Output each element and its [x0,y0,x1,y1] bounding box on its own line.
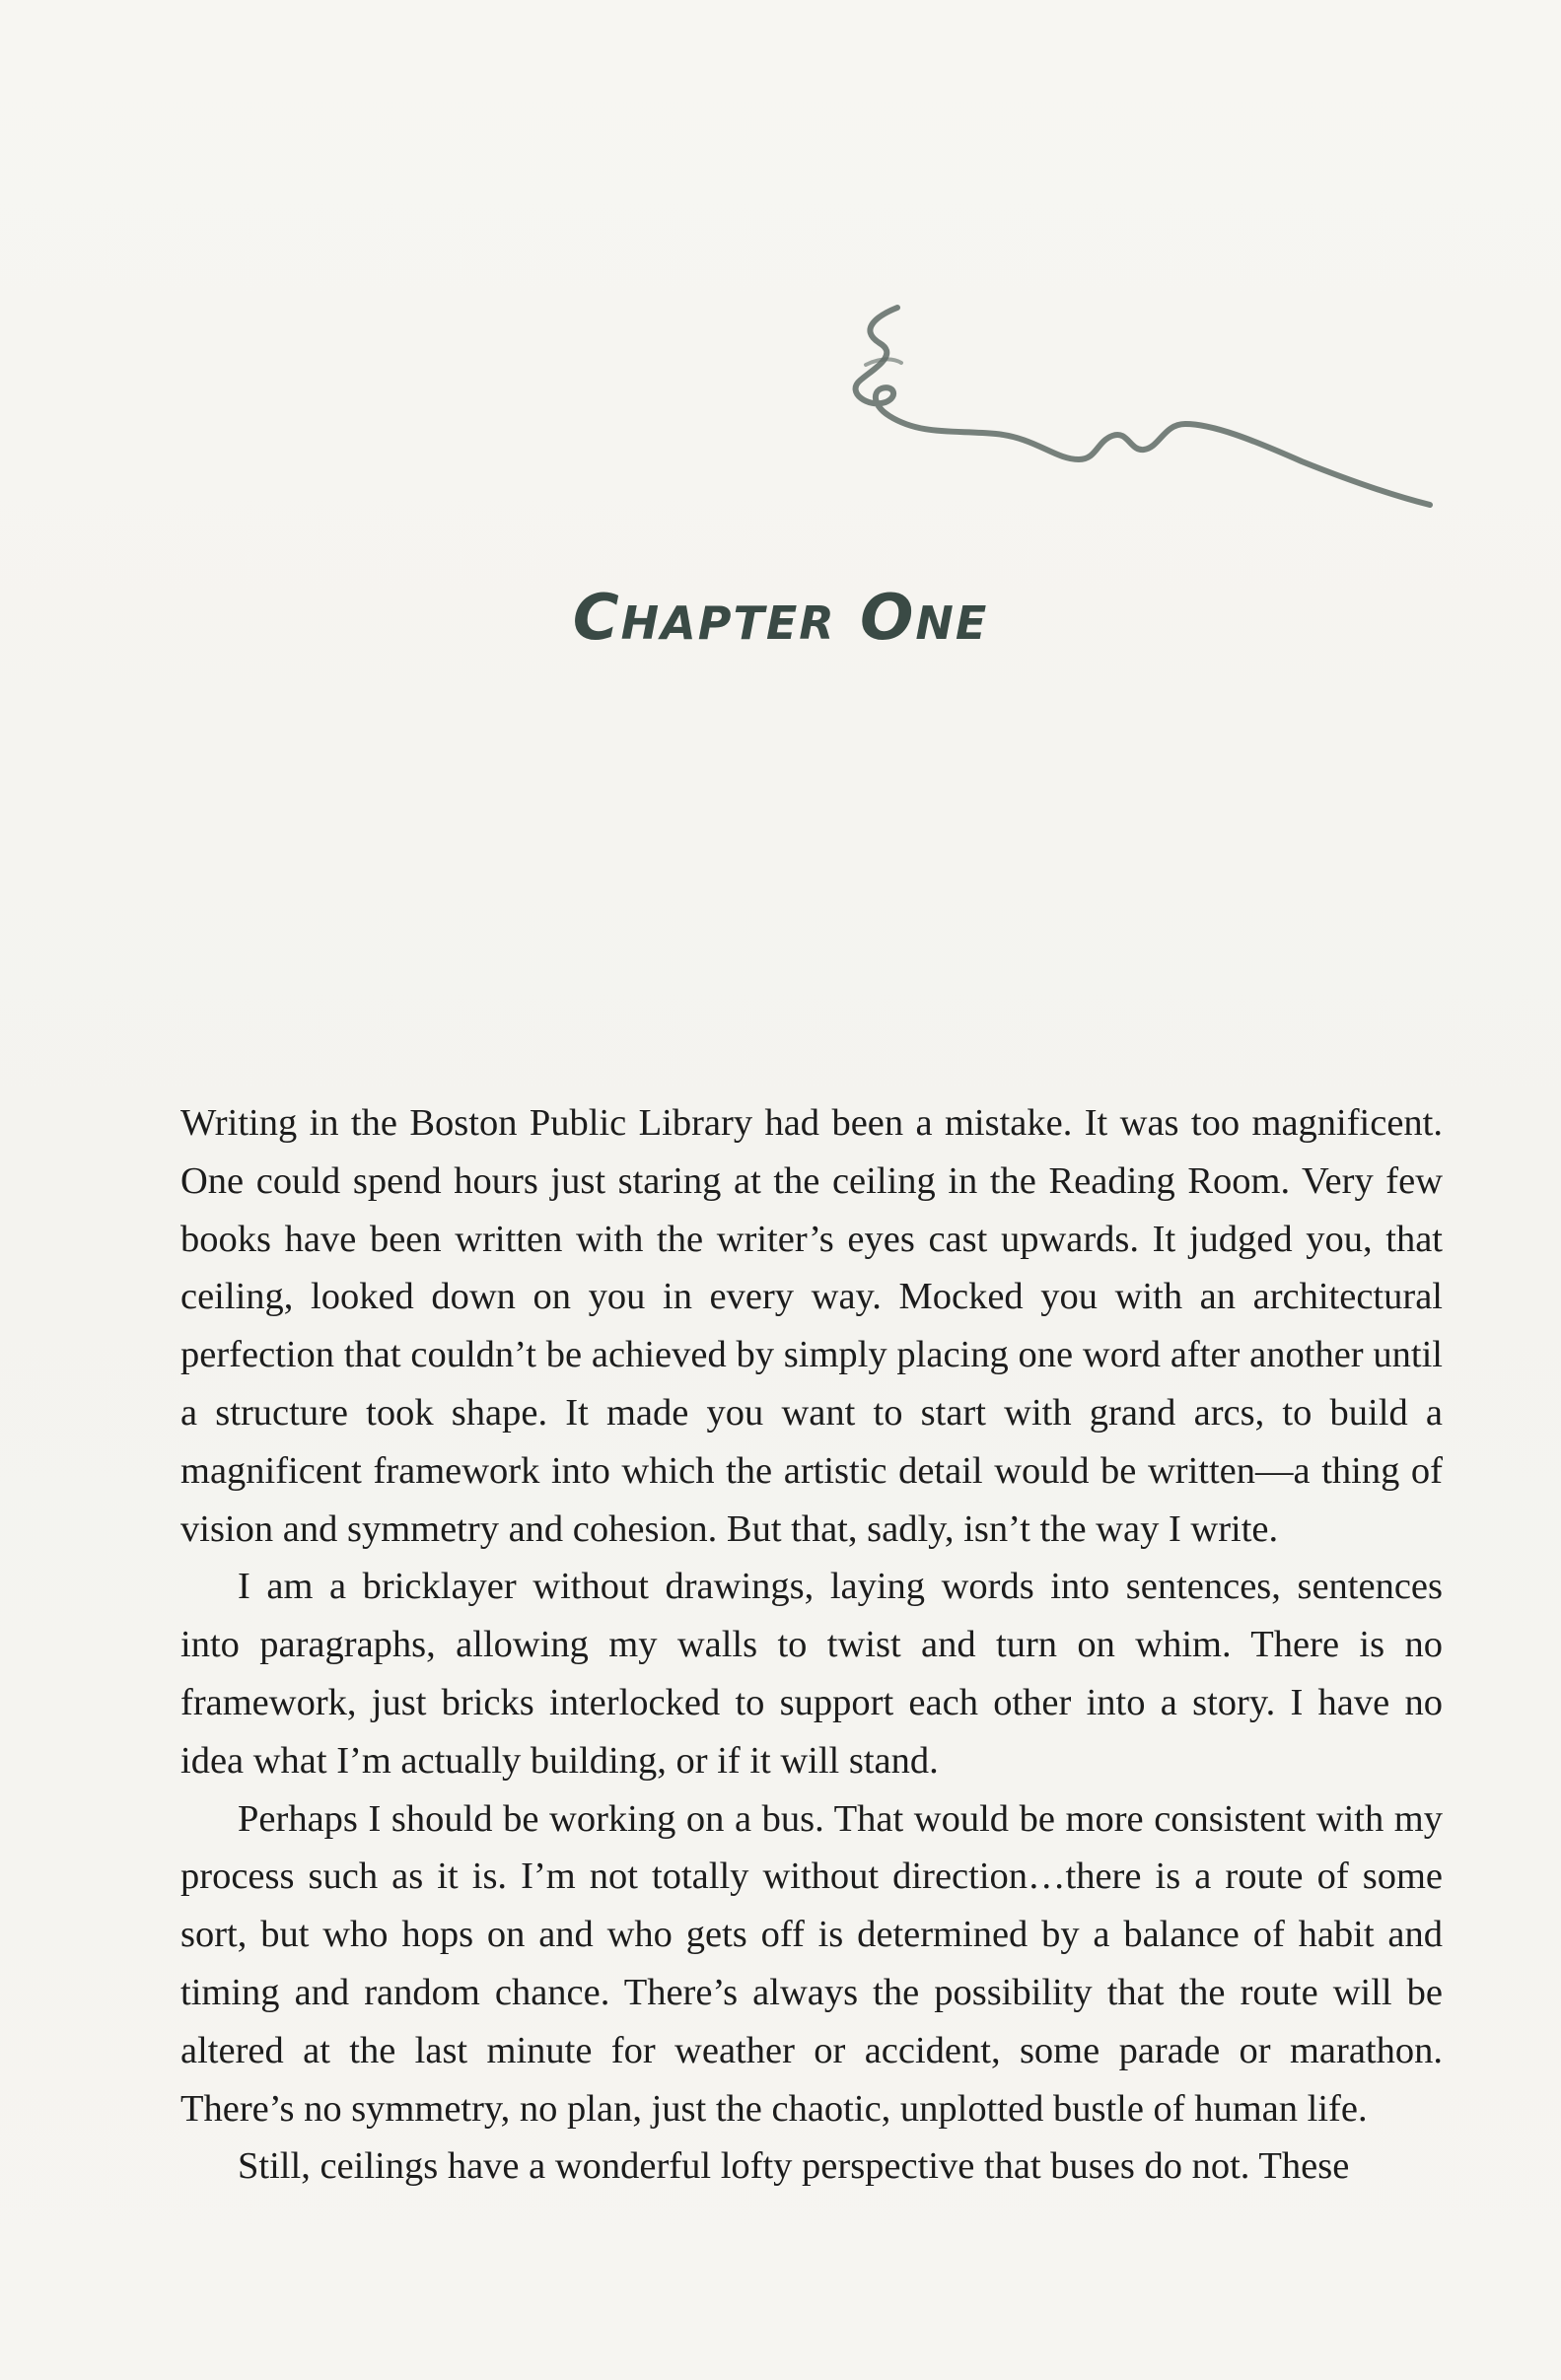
chapter-body [180,1094,1443,2196]
chapter-title-second-initial: O [859,582,916,655]
chapter-title-first-rest: HAPTER [620,596,836,650]
paragraph-1: Writing in the Boston Public Library had been a mistake. It was too magnificent. One could spend hours just staring at the ceiling in the Reading Room. Very few books have been written with the writer’s eyes cast upwards. It judged you, that ceiling, looked down on you in every way. Mocked you with an architectural perfection that couldn’t be achieved by simply placing one word after another until a structure took shape. It made you want to start with grand arcs, to build a magnificent framework into which the artistic detail would be written—a thing of vision and symmetry and cohesion. But that, sadly, isn’t the way I write. [180,1102,1443,1550]
decorative-flourish-icon [838,286,1450,513]
paragraph-4: Still, ceilings have a wonderful lofty perspective that buses do not. These [238,2145,1350,2188]
chapter-title-second-rest: NE [915,596,989,650]
chapter-title [0,582,1561,655]
paragraph-2: I am a bricklayer without drawings, laying words into sentences, sentences into paragraphs, allowing my walls to twist and turn on whim. There is no framework, just bricks interlocked to support each other into a story. I have no idea what I’m actually building, or if it will stand. [180,1566,1443,1782]
chapter-title-first-initial: C [572,582,621,655]
paragraph-3: Perhaps I should be working on a bus. That would be more consistent with my process such as it is. I’m not totally without direction…there is a route of some sort, but who hops on and who gets off is determined by a balance of habit and timing and random chance. There’s always the possibility that the route will be altered at the last minute for weather or accident, some parade or marathon. There’s no symmetry, no plan, just the chaotic, unplotted bustle of human life. [180,1797,1443,2130]
